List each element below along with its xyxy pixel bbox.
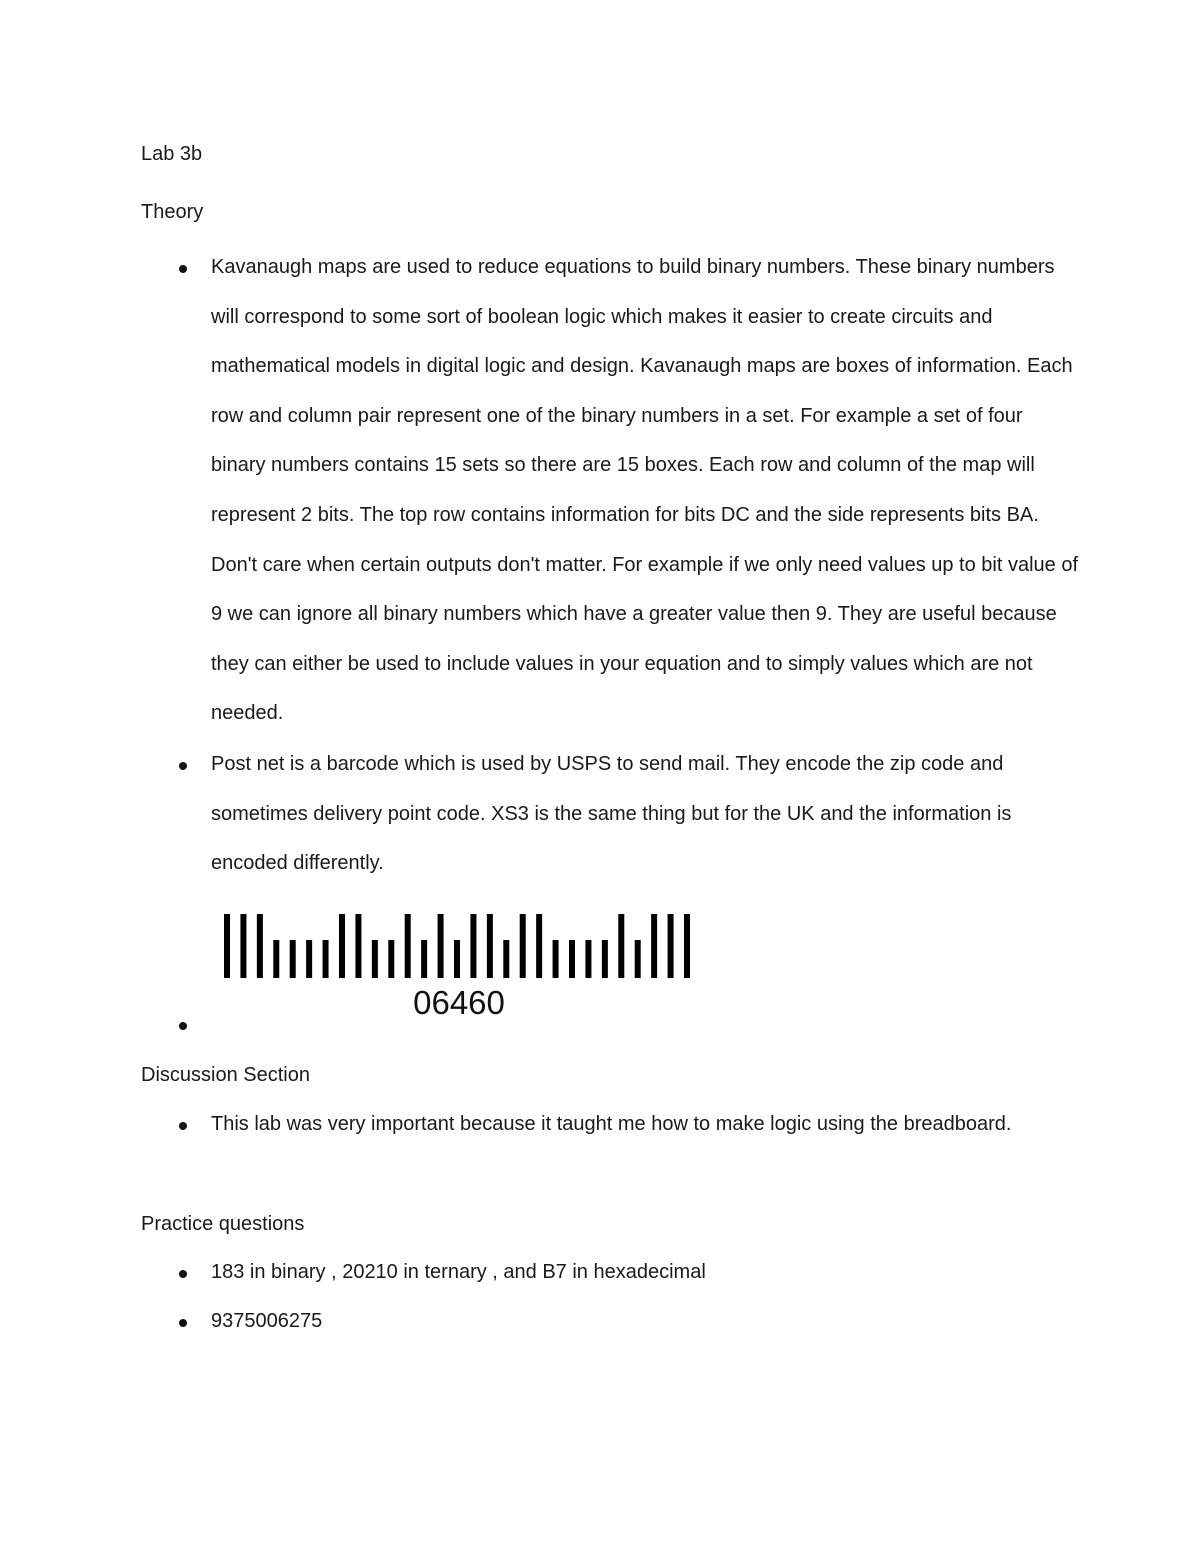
practice-bullet-text: 183 in binary , 20210 in ternary , and B7 in hexadecimal <box>211 1261 706 1283</box>
barcode-bar-tall <box>536 914 542 978</box>
barcode-bar-short <box>290 940 296 978</box>
barcode-bar-tall <box>438 914 444 978</box>
barcode-bar-tall <box>355 914 361 978</box>
barcode-bar-short <box>421 940 427 978</box>
barcode-bar-tall <box>240 914 246 978</box>
barcode-zip-label: 06460 <box>413 984 505 1021</box>
barcode-bar-tall <box>651 914 657 978</box>
bullet-dot <box>179 1270 187 1278</box>
barcode-bar-tall <box>405 914 411 978</box>
barcode-bar-short <box>503 940 509 978</box>
barcode-bar-short <box>323 940 329 978</box>
theory-bullet-postnet <box>211 740 1081 889</box>
postnet-barcode-image <box>222 910 692 1022</box>
bullet-dot <box>179 1319 187 1327</box>
barcode-bar-short <box>585 940 591 978</box>
postnet-barcode <box>222 910 692 1022</box>
bullet-dot <box>179 265 187 273</box>
discussion-bullet-text: This lab was very important because it taught me how to make logic using the breadboard. <box>211 1113 1012 1135</box>
barcode-bar-tall <box>684 914 690 978</box>
bullet-dot-empty <box>179 1022 187 1030</box>
barcode-bar-tall <box>618 914 624 978</box>
theory-bullet-text: Post net is a barcode which is used by USPS to send mail. They encode the zip code and sometimes delivery point code. XS3 is the same thing but for the UK and the information is encoded differently. <box>211 753 1012 875</box>
bullet-dot <box>179 762 187 770</box>
barcode-bar-short <box>454 940 460 978</box>
barcode-bar-tall <box>224 914 230 978</box>
practice-bullet-number <box>211 1297 1081 1347</box>
barcode-bar-short <box>306 940 312 978</box>
barcode-bar-tall <box>257 914 263 978</box>
theory-bullet-kmaps <box>211 243 1081 739</box>
barcode-bar-short <box>602 940 608 978</box>
bullet-dot <box>179 1122 187 1130</box>
barcode-bar-short <box>635 940 641 978</box>
theory-bullet-text: Kavanaugh maps are used to reduce equations to build binary numbers. These binary numbers will correspond to some sort of boolean logic which makes it easier to create circuits and mathematical models in digital logic and design. Kavanaugh maps are boxes of information. Each row and column pair represent one of the binary numbers in a set. For example a set of four binary numbers contains 15 sets so there are 15 boxes. Each row and column of the map will represent 2 bits. The top row contains information for bits DC and the side represents bits BA. Don't care when certain outputs don't matter. For example if we only need values up to bit value of 9 we can ignore all binary numbers which have a greater value then 9. They are useful because they can either be used to include values in your equation and to simply values which are not needed. <box>211 256 1079 725</box>
barcode-bar-short <box>388 940 394 978</box>
barcode-bar-short <box>372 940 378 978</box>
barcode-bar-short <box>569 940 575 978</box>
barcode-bar-short <box>553 940 559 978</box>
barcode-bar-tall <box>520 914 526 978</box>
barcode-bar-tall <box>487 914 493 978</box>
theory-heading: Theory <box>141 201 204 223</box>
barcode-bar-short <box>273 940 279 978</box>
barcode-bars <box>224 914 690 978</box>
barcode-bar-tall <box>668 914 674 978</box>
barcode-bar-tall <box>339 914 345 978</box>
discussion-heading: Discussion Section <box>141 1064 310 1086</box>
practice-heading: Practice questions <box>141 1213 305 1235</box>
practice-bullet-conversions <box>211 1248 1081 1298</box>
barcode-bar-tall <box>470 914 476 978</box>
document-title: Lab 3b <box>141 143 203 165</box>
practice-bullet-text: 9375006275 <box>211 1310 323 1332</box>
discussion-bullet <box>211 1100 1081 1150</box>
